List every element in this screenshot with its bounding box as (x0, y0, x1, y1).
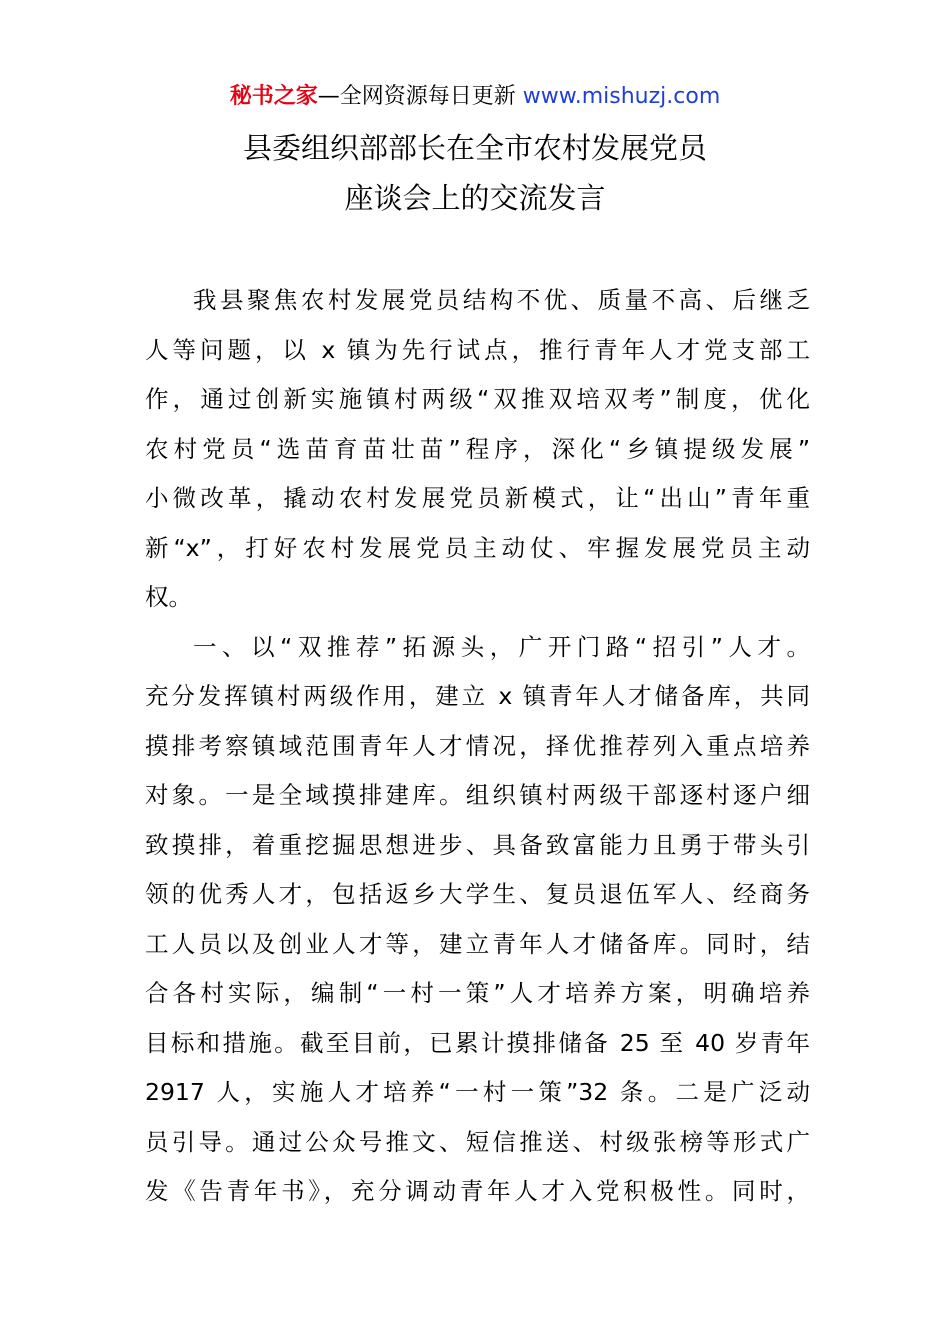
brand-name: 秘书之家 (229, 84, 318, 109)
body-line: 人等问题，以 x 镇为先行试点，推行青年人才党支部工 (145, 335, 810, 364)
header-tagline: —全网资源每日更新 (317, 84, 523, 109)
body-line: 发《告青年书》，充分调动青年人才入党积极性。同时， (145, 1177, 810, 1205)
site-header (0, 82, 950, 112)
body-line: 充分发挥镇村两级作用，建立 x 镇青年人才储备库，共同 (145, 682, 810, 710)
body-line: 致摸排，着重挖掘思想进步、具备致富能力且勇于带头引 (145, 830, 810, 859)
document-title-line-2: 座谈会上的交流发言 (344, 181, 606, 215)
site-url-link[interactable]: www.mishuzj.com (522, 84, 721, 109)
body-line: 目标和措施。截至目前，已累计摸排储备 25 至 40 岁青年 (145, 1028, 810, 1057)
body-line: 对象。一是全域摸排建库。组织镇村两级干部逐村逐户细 (145, 781, 810, 809)
body-line: 权。 (145, 583, 192, 611)
document-title-line-1: 县委组织部部长在全市农村发展党员 (242, 131, 707, 165)
section-heading-line: 一、以“双推荐”拓源头，广开门路“招引”人才。 (193, 632, 810, 661)
body-line: 工人员以及创业人才等，建立青年人才储备库。同时，结 (145, 929, 810, 958)
document-body (145, 276, 810, 1217)
body-line: 小微改革，撬动农村发展党员新模式，让“出山”青年重 (145, 484, 810, 512)
body-line: 合各村实际，编制“一村一策”人才培养方案，明确培养 (145, 979, 810, 1007)
body-line: 新“x”，打好农村发展党员主动仗、牢握发展党员主动 (145, 533, 810, 562)
body-line: 2917 人，实施人才培养“一村一策”32 条。二是广泛动 (145, 1078, 810, 1106)
body-line: 摸排考察镇域范围青年人才情况，择优推荐列入重点培养 (145, 731, 810, 760)
body-line: 我县聚焦农村发展党员结构不优、质量不高、后继乏 (193, 286, 810, 314)
body-line: 领的优秀人才，包括返乡大学生、复员退伍军人、经商务 (145, 880, 810, 908)
body-line: 农村党员“选苗育苗壮苗”程序，深化“乡镇提级发展” (145, 434, 810, 463)
body-line: 员引导。通过公众号推文、短信推送、村级张榜等形式广 (145, 1127, 810, 1156)
body-line: 作，通过创新实施镇村两级“双推双培双考”制度，优化 (145, 385, 810, 413)
